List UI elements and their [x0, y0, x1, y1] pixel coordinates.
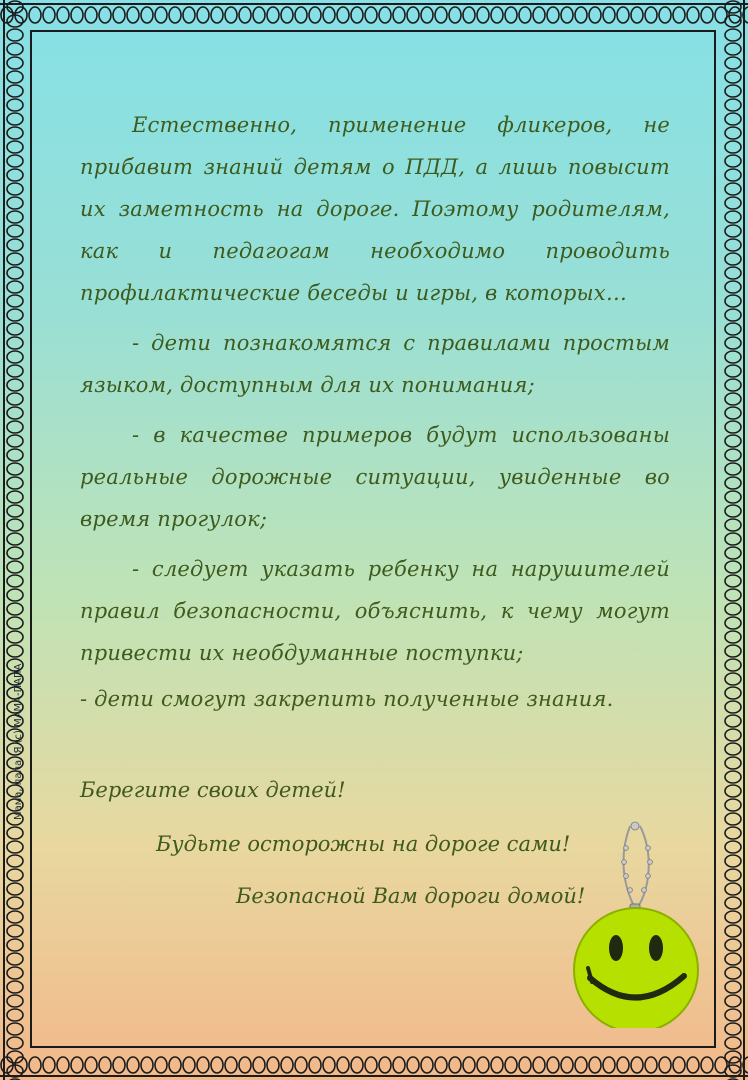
closing-line-3: Безопасной Вам дороги домой!	[236, 884, 586, 908]
closing-line-2: Будьте осторожны на дороге сами!	[156, 832, 571, 856]
paragraph-bullet-1: - дети познакомятся с правилами простым языком, доступным для их понимания;	[80, 331, 670, 397]
frame-right-border	[718, 0, 748, 1080]
paragraph-bullet-2: - в качестве примеров будут использованы реальные дорожные ситуации, увиденные во время прогулок;	[80, 423, 670, 531]
body-text	[80, 104, 670, 720]
frame-left-border	[0, 0, 30, 1080]
paragraph-bullet-4: - дети смогут закрепить полученные знания.	[80, 687, 614, 711]
paragraph-intro: Естественно, применение фликеров, не прибавит знаний детям о ПДД, а лишь повысит их заметность на дороге. Поэтому родителям, как и педагогам необходимо проводить профилактические беседы и игры, в которых…	[80, 113, 670, 305]
closing-line-1: Берегите своих детей!	[80, 778, 346, 802]
watermark-text: Мама, папа, Я (c) МАМА-ПАПА	[13, 663, 24, 820]
frame-top-border	[0, 0, 748, 30]
paragraph-bullet-3: - следует указать ребенку на нарушителей правил безопасности, объяснить, к чему могут привести их необдуманные поступки;	[80, 557, 670, 665]
frame-bottom-border	[0, 1050, 748, 1080]
smiley-reflector-icon	[566, 818, 706, 1028]
